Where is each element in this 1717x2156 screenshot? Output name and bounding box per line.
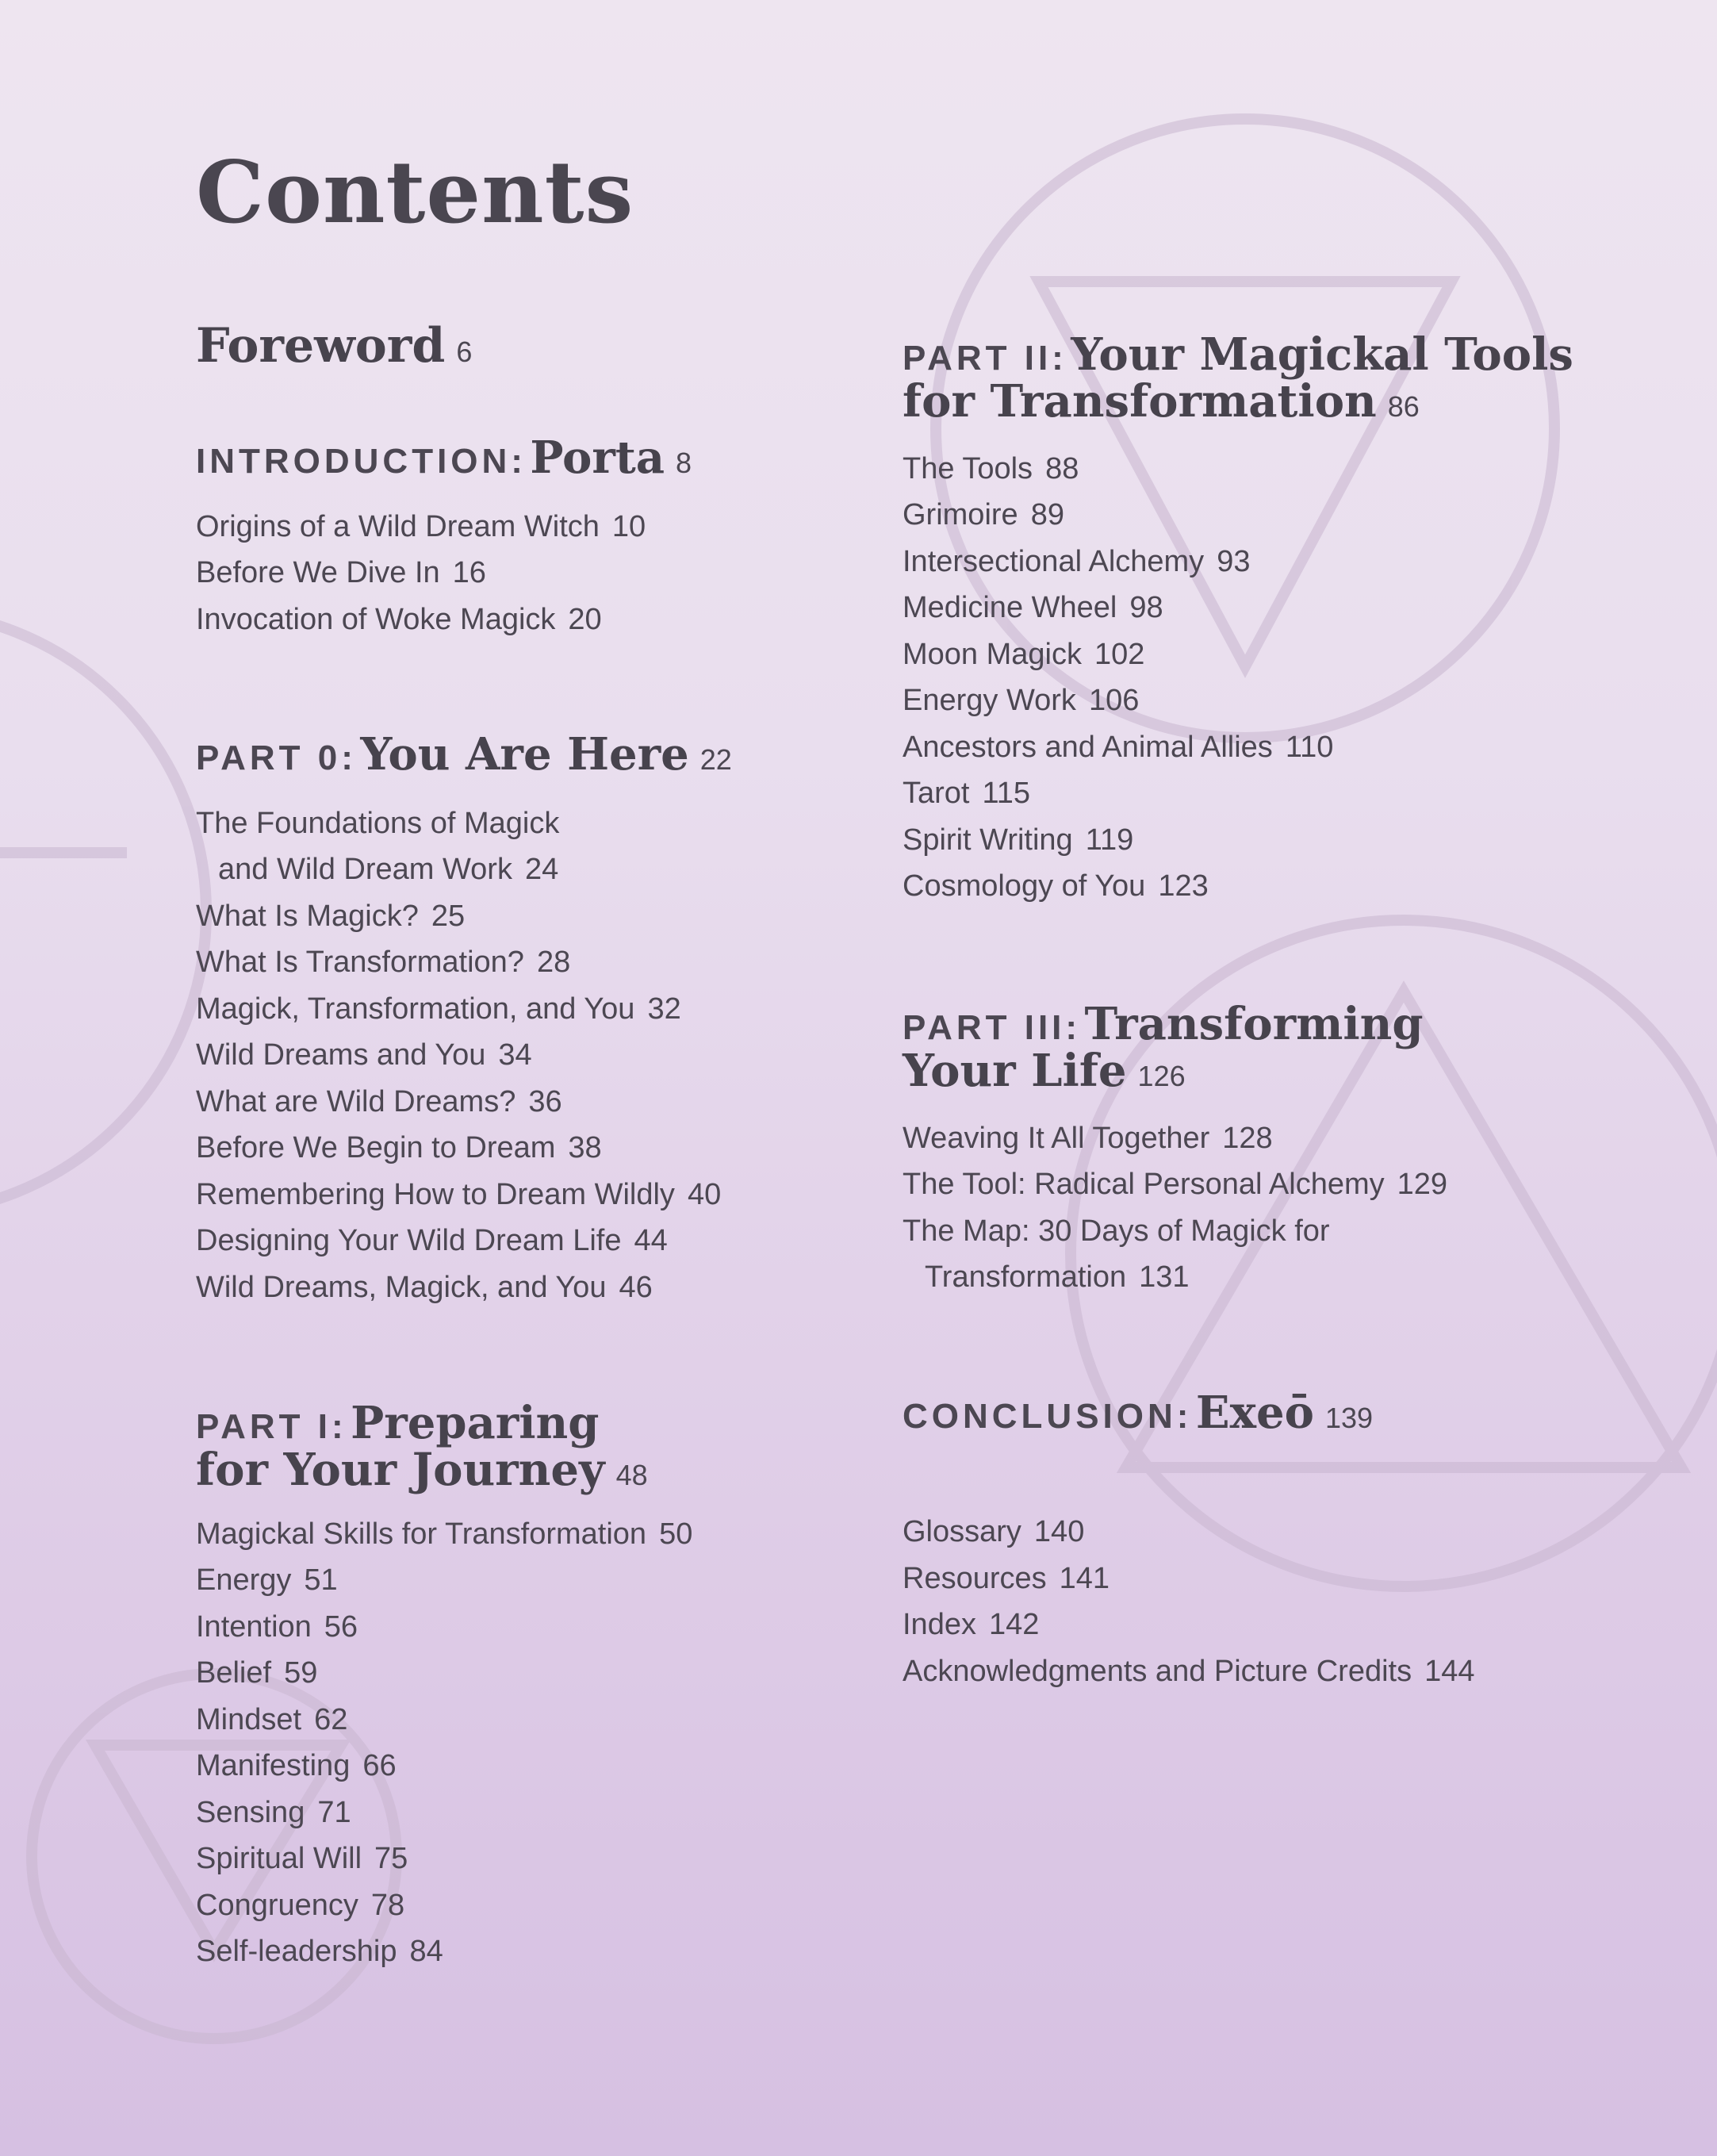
toc-entry[interactable]: Wild Dreams and You 34 <box>196 1038 532 1072</box>
introduction-kicker: INTRODUCTION: <box>196 442 527 481</box>
foreword-entry[interactable] <box>196 318 473 374</box>
foreword-title: Foreword <box>196 318 446 374</box>
toc-entry[interactable]: What are Wild Dreams? 36 <box>196 1084 562 1118</box>
toc-entry[interactable]: The Map: 30 Days of Magick for Transformation 131 <box>903 1214 1330 1295</box>
backmatter-section <box>903 1509 1475 1694</box>
toc-entry[interactable]: Belief 59 <box>196 1656 318 1690</box>
toc-entry[interactable]: Energy Work 106 <box>903 684 1140 718</box>
toc-entry[interactable]: What Is Transformation? 28 <box>196 946 571 980</box>
toc-entry[interactable]: Magickal Skills for Transformation 50 <box>196 1517 693 1551</box>
toc-entry[interactable]: The Foundations of Magick and Wild Dream Work 24 <box>196 806 560 887</box>
part3-heading[interactable] <box>903 998 1447 1097</box>
conclusion-kicker: CONCLUSION: <box>903 1397 1193 1436</box>
introduction-section <box>196 432 692 643</box>
toc-entry[interactable]: Mindset 62 <box>196 1702 348 1736</box>
toc-entry[interactable]: Invocation of Woke Magick 20 <box>196 602 602 636</box>
toc-entry[interactable]: Manifesting 66 <box>196 1749 397 1783</box>
toc-entry[interactable]: Designing Your Wild Dream Life 44 <box>196 1224 668 1258</box>
part1-heading[interactable] <box>196 1397 692 1496</box>
part0-title: You Are Here <box>360 728 689 781</box>
part0-entries <box>196 800 732 1311</box>
part3-page: 126 <box>1137 1059 1186 1092</box>
part3-entries <box>903 1115 1447 1301</box>
foreword-page: 6 <box>456 336 473 368</box>
toc-entry[interactable]: Spirit Writing 119 <box>903 823 1134 857</box>
conclusion-page: 139 <box>1324 1402 1374 1434</box>
conclusion-heading[interactable] <box>903 1387 1374 1439</box>
toc-entry[interactable]: What Is Magick? 25 <box>196 899 466 933</box>
part0-heading[interactable] <box>196 728 732 781</box>
part1-title-line2: for Your Journey <box>196 1443 605 1496</box>
toc-entry[interactable]: Resources 141 <box>903 1561 1110 1595</box>
part0-kicker: PART 0: <box>196 738 357 777</box>
part2-title-line2: for Transformation <box>903 374 1377 428</box>
toc-entry[interactable]: Congruency 78 <box>196 1888 405 1922</box>
introduction-title: Porta <box>530 432 665 484</box>
toc-entry[interactable]: The Tool: Radical Personal Alchemy 129 <box>903 1168 1448 1202</box>
toc-entry[interactable]: Tarot 115 <box>903 777 1031 811</box>
part2-title-line1: Your Magickal Tools <box>1071 328 1573 381</box>
part2-page: 86 <box>1387 389 1420 423</box>
backmatter-entries <box>903 1509 1475 1694</box>
toc-entry[interactable]: Magick, Transformation, and You 32 <box>196 992 681 1026</box>
conclusion-title: Exeō <box>1195 1387 1314 1439</box>
part0-section <box>196 728 732 1310</box>
toc-entry[interactable]: Glossary 140 <box>903 1515 1085 1548</box>
part2-kicker: PART II: <box>903 339 1067 378</box>
part1-section <box>196 1397 693 1975</box>
toc-entry[interactable]: Grimoire 89 <box>903 498 1064 532</box>
toc-entry[interactable]: Intention 56 <box>196 1609 358 1644</box>
toc-entry[interactable]: Ancestors and Animal Allies 110 <box>903 730 1334 764</box>
introduction-page: 8 <box>676 447 692 479</box>
toc-entry[interactable]: Weaving It All Together 128 <box>903 1121 1273 1155</box>
part3-title-line1: Transforming <box>1084 998 1424 1050</box>
part2-section <box>903 328 1573 910</box>
part2-entries <box>903 446 1573 910</box>
toc-entry[interactable]: Index 142 <box>903 1608 1040 1641</box>
page-title: Contents <box>196 143 634 243</box>
part3-kicker: PART III: <box>903 1008 1082 1047</box>
toc-entry[interactable]: Moon Magick 102 <box>903 637 1145 671</box>
toc-entry[interactable]: Self-leadership 84 <box>196 1935 443 1969</box>
toc-entry[interactable]: Sensing 71 <box>196 1795 351 1829</box>
part1-title-line1: Preparing <box>351 1397 600 1449</box>
introduction-heading[interactable] <box>196 432 692 484</box>
conclusion-section <box>903 1387 1374 1439</box>
part0-page: 22 <box>699 743 732 776</box>
toc-entry[interactable]: Spiritual Will 75 <box>196 1842 408 1876</box>
part1-page: 48 <box>615 1458 648 1491</box>
introduction-entries <box>196 504 692 643</box>
toc-entry[interactable]: Medicine Wheel 98 <box>903 591 1163 625</box>
toc-entry[interactable]: Energy 51 <box>196 1563 338 1598</box>
toc-entry[interactable]: Before We Begin to Dream 38 <box>196 1131 602 1165</box>
toc-entry[interactable]: Acknowledgments and Picture Credits 144 <box>903 1654 1475 1688</box>
toc-entry[interactable]: Before We Dive In 16 <box>196 556 486 590</box>
toc-entry[interactable]: Wild Dreams, Magick, and You 46 <box>196 1270 653 1304</box>
part2-heading[interactable] <box>903 328 1573 428</box>
part1-kicker: PART I: <box>196 1407 347 1446</box>
part1-entries <box>196 1511 692 1975</box>
part3-title-line2: Your Life <box>903 1044 1127 1097</box>
toc-entry[interactable]: Remembering How to Dream Wildly 40 <box>196 1177 722 1211</box>
toc-entry[interactable]: Intersectional Alchemy 93 <box>903 544 1251 578</box>
toc-entry[interactable]: Origins of a Wild Dream Witch 10 <box>196 509 646 543</box>
toc-entry[interactable]: Cosmology of You 123 <box>903 869 1209 903</box>
toc-entry[interactable]: The Tools 88 <box>903 451 1079 485</box>
part3-section <box>903 998 1448 1301</box>
